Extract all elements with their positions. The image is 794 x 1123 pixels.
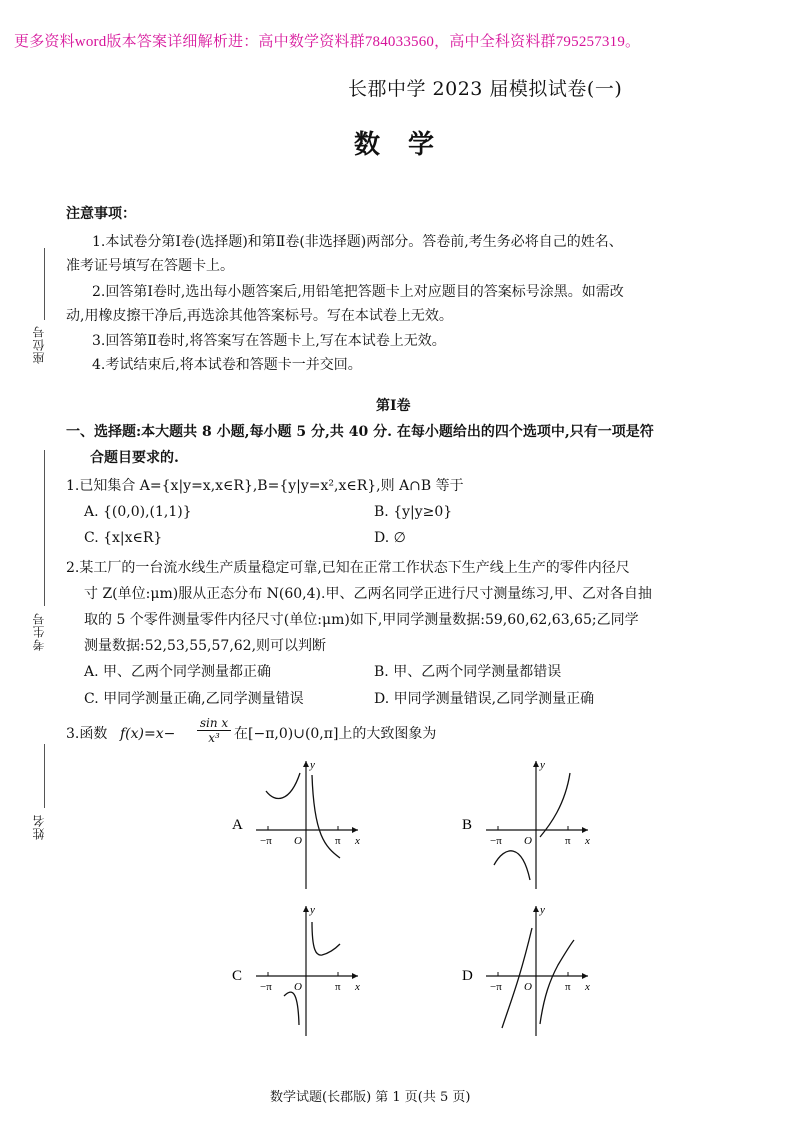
graph-d-left-branch [502, 928, 532, 1028]
notice-line-2: 准考证号填写在答题卡上。 [66, 258, 234, 274]
seat-label: 座位号 [32, 325, 46, 364]
q1-option-d: D. ∅ [374, 530, 406, 546]
q1-option-b: B. {y|y≥0} [374, 504, 453, 520]
q3-func-lhs: f(x)=x− [120, 726, 176, 742]
graph-c [220, 900, 370, 1040]
notice-line-4: 动,用橡皮擦干净后,再选涂其他答案标号。写在本试卷上无效。 [66, 308, 453, 324]
q3-fraction [197, 716, 231, 745]
graph-a-origin: O [294, 835, 302, 847]
graph-b-letter: B [462, 817, 473, 833]
name-line [44, 744, 45, 808]
q2-option-b: B. 甲、乙两个同学测量都错误 [374, 664, 562, 680]
graph-b [450, 755, 600, 895]
graph-b-origin: O [524, 835, 532, 847]
graph-d-y-label: y [540, 904, 545, 916]
q2-option-c: C. 甲同学测量正确,乙同学测量错误 [84, 691, 304, 707]
exam-title: 长郡中学 2023 届模拟试卷(一) [348, 78, 623, 100]
graph-c-letter: C [232, 968, 243, 984]
graph-c-left-branch [284, 992, 299, 1025]
section-heading-line-1: 一、选择题:本大题共 8 小题,每小题 5 分,共 40 分. 在每小题给出的四个选项中,只有一项是符 [66, 424, 654, 440]
exam-no-line [44, 450, 45, 606]
graph-c-neg-pi: −π [260, 981, 272, 993]
section-heading-line-2: 合题目要求的. [90, 450, 179, 466]
q1-option-c: C. {x|x∈R} [84, 530, 163, 546]
notice-line-1: 1.本试卷分第Ⅰ卷(选择题)和第Ⅱ卷(非选择题)两部分。答卷前,考生务必将自己的姓名、 [92, 234, 623, 250]
graph-d-neg-pi: −π [490, 981, 502, 993]
graph-b-y-arrow [533, 761, 539, 767]
exam-no-label: 考生号 [32, 612, 46, 651]
notice-line-5: 3.回答第Ⅱ卷时,将答案写在答题卡上,写在本试卷上无效。 [92, 333, 446, 349]
q2-stem-line-1: 2.某工厂的一台流水线生产质量稳定可靠,已知在正常工作状态下生产线上生产的零件内径尺 [66, 560, 630, 576]
graph-c-y-arrow [303, 906, 309, 912]
graph-b-right-branch [540, 773, 570, 837]
q2-stem-line-2: 寸 Z(单位:μm)服从正态分布 N(60,4).甲、乙两名同学正进行尺寸测量练习,甲、乙对各自抽 [84, 586, 652, 602]
q2-stem-line-4: 测量数据:52,53,55,57,62,则可以判断 [84, 638, 327, 654]
q2-option-d: D. 甲同学测量错误,乙同学测量正确 [374, 691, 595, 707]
graph-c-right-branch [312, 922, 340, 955]
graph-d-letter: D [462, 968, 473, 984]
name-label: 姓名 [32, 814, 46, 840]
subject-title: 数学 [354, 130, 463, 160]
seat-line [44, 248, 45, 320]
graph-a-x-label: x [355, 835, 360, 847]
q3-suffix: 在[−π,0)∪(0,π]上的大致图象为 [234, 726, 437, 742]
graph-d-y-arrow [533, 906, 539, 912]
graph-b-y-label: y [540, 759, 545, 771]
graph-a-y-arrow [303, 761, 309, 767]
graph-c-y-label: y [310, 904, 315, 916]
graph-d-pi: π [565, 981, 571, 993]
graph-a-left-branch [266, 773, 300, 798]
graph-d-x-arrow [582, 973, 588, 979]
q3-fraction-denominator: x³ [208, 731, 220, 745]
page-footer: 数学试题(长郡版) 第 1 页(共 5 页) [270, 1090, 471, 1105]
graph-a-pi: π [335, 835, 341, 847]
notice-heading: 注意事项： [66, 206, 136, 222]
q2-stem-line-3: 取的 5 个零件测量零件内径尺寸(单位:μm)如下,甲同学测量数据:59,60,62,63,65;乙同学 [84, 612, 639, 628]
graph-b-x-label: x [585, 835, 590, 847]
graph-b-x-arrow [582, 827, 588, 833]
graph-c-origin: O [294, 981, 302, 993]
graph-c-x-arrow [352, 973, 358, 979]
q3-prefix: 3.函数 [66, 726, 108, 742]
graph-a-letter: A [232, 817, 243, 833]
graph-d-x-label: x [585, 981, 590, 993]
graph-c-x-label: x [355, 981, 360, 993]
graph-a-y-label: y [310, 759, 315, 771]
q3-fraction-numerator: sin x [197, 716, 231, 731]
notice-line-3: 2.回答第Ⅰ卷时,选出每小题答案后,用铅笔把答题卡上对应题目的答案标号涂黑。如需改 [92, 284, 624, 300]
graph-b-pi: π [565, 835, 571, 847]
graph-a [220, 755, 370, 895]
part-title: 第Ⅰ卷 [376, 398, 411, 414]
graph-a-neg-pi: −π [260, 835, 272, 847]
q1-stem: 1.已知集合 A={x|y=x,x∈R},B={y|y=x²,x∈R},则 A∩B 等于 [66, 478, 464, 494]
graph-b-neg-pi: −π [490, 835, 502, 847]
q2-option-a: A. 甲、乙两个同学测量都正确 [84, 664, 272, 680]
graph-d-origin: O [524, 981, 532, 993]
notice-line-6: 4.考试结束后,将本试卷和答题卡一并交回。 [92, 357, 362, 373]
graph-b-left-branch [494, 851, 530, 880]
graph-d [450, 900, 600, 1040]
graph-a-x-arrow [352, 827, 358, 833]
promo-banner: 更多资料word版本答案详细解析进：高中数学资料群784033560，高中全科资料群795257319。 [14, 34, 641, 50]
graph-c-pi: π [335, 981, 341, 993]
q1-option-a: A. {(0,0),(1,1)} [84, 504, 192, 520]
